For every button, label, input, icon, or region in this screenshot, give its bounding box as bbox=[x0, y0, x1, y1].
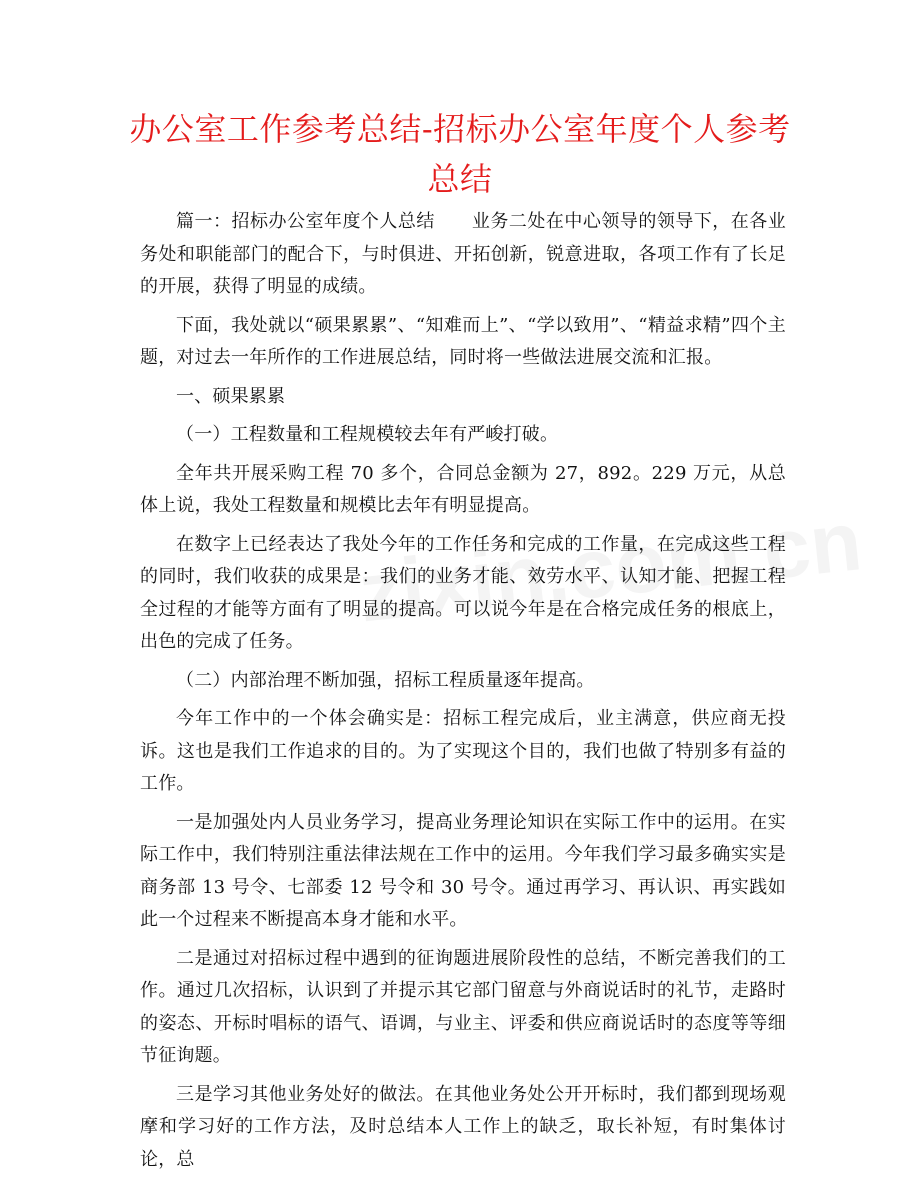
paragraph-intro: 篇一：招标办公室年度个人总结 业务二处在中心领导的领导下，在各业务处和职能部门的配合下，与时俱进、开拓创新，锐意进取，各项工作有了长足的开展，获得了明显的成绩。 bbox=[140, 211, 786, 297]
document-title: 办公室工作参考总结-招标办公室年度个人参考总结 bbox=[129, 110, 791, 198]
document-body bbox=[140, 206, 786, 1176]
paragraph-achievements: 在数字上已经表达了我处今年的工作任务和完成的工作量，在完成这些工程的同时，我们收获的成果是：我们的业务才能、效劳水平、认知才能、把握工程全过程的才能等方面有了明显的提高。可以说今年是在合格完成任务的根底上，出色的完成了任务。 bbox=[140, 533, 786, 652]
subsection-heading-1: （一）工程数量和工程规模较去年有严峻打破。 bbox=[176, 424, 559, 445]
subsection-heading-2: （二）内部治理不断加强，招标工程质量逐年提高。 bbox=[176, 669, 595, 691]
paragraph-point-3: 三是学习其他业务处好的做法。在其他业务处公开开标时，我们都到现场观摩和学习好的工作方法，及时总结本人工作上的缺乏，取长补短，有时集体讨论，总 bbox=[140, 1083, 786, 1170]
paragraph-point-1: 一是加强处内人员业务学习，提高业务理论知识在实际工作中的运用。在实际工作中，我们特别注重法律法规在工作中的运用。今年我们学习最多确实实是商务部 13 号令、七部委 12 号令和 30 号令。通过再学习、再认识、再实践如此一个过程来不断提高本身才能和水平。 bbox=[140, 811, 786, 930]
paragraph-themes: 下面，我处就以“硕果累累”、“知难而上”、“学以致用”、“精益求精”四个主题，对过去一年所作的工作进展总结，同时将一些做法进展交流和汇报。 bbox=[140, 314, 786, 368]
paragraph-point-2: 二是通过对招标过程中遇到的征询题进展阶段性的总结，不断完善我们的工作。通过几次招标，认识到了并提示其它部门留意与外商说话时的礼节，走路时的姿态、开标时唱标的语气、语调，与业主、评委和供应商说话时的态度等等细节征询题。 bbox=[140, 947, 786, 1066]
section-heading-1: 一、硕果累累 bbox=[176, 385, 286, 407]
paragraph-projects: 全年共开展采购工程 70 多个，合同总金额为 27，892。229 万元，从总体上说，我处工程数量和规模比去年有明显提高。 bbox=[140, 462, 786, 516]
paragraph-experience: 今年工作中的一个体会确实是：招标工程完成后，业主满意，供应商无投诉。这也是我们工作追求的目的。为了实现这个目的，我们也做了特别多有益的工作。 bbox=[140, 708, 786, 794]
